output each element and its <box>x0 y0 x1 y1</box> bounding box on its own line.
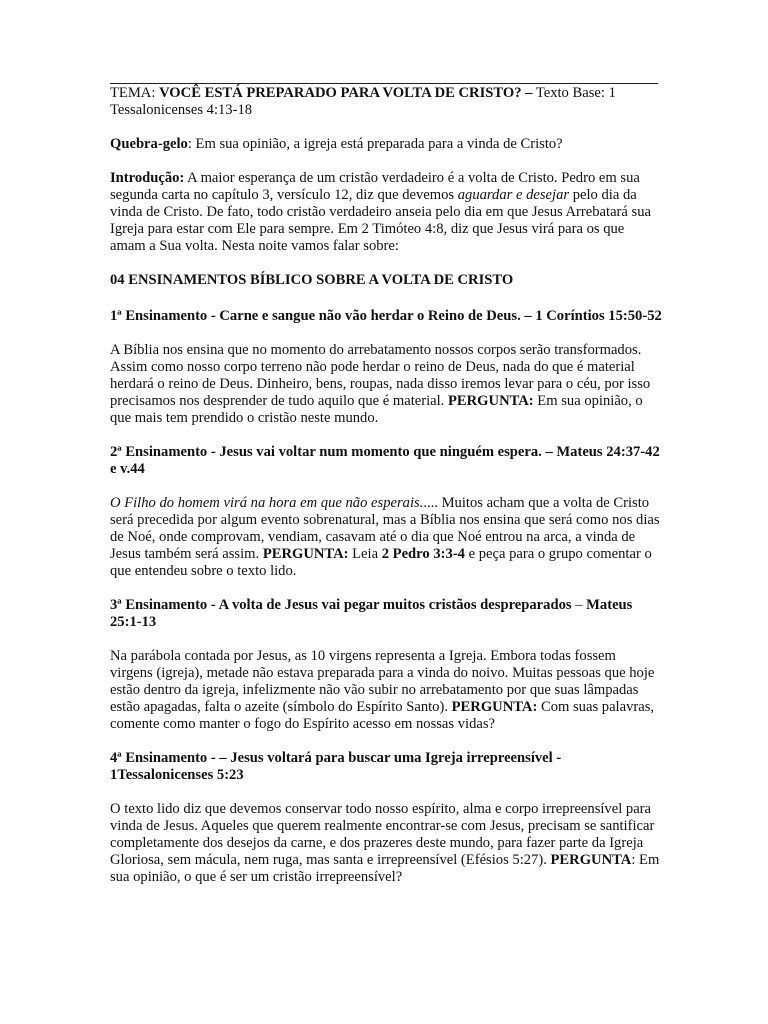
section-heading <box>110 272 662 289</box>
teaching4-paragraph <box>110 801 662 886</box>
header-rule <box>110 83 658 84</box>
intro-paragraph <box>110 170 662 255</box>
teaching3-heading <box>110 597 662 631</box>
teaching3-paragraph <box>110 648 662 733</box>
teaching3-text: Na parábola contada por Jesus, as 10 virgens representa a Igreja. Embora todas fossem virgens (igreja), metade não estava preparada para a vinda do noivo. Muitas pessoas que hoje estão dentro da igreja, infelizmente não vão subir no arrebatamento por que suas lâmpadas estão apagadas, falta o azeite (símbolo do Espírito Santo). <box>110 648 655 715</box>
teaching2-question-a: Leia <box>348 546 382 562</box>
icebreaker-label: Quebra-gelo <box>110 136 188 152</box>
teaching2-heading-text: 2ª Ensinamento - Jesus vai voltar num momento que ninguém espera. – Mateus 24:37-42 e v.44 <box>110 444 660 477</box>
teaching4-text: O texto lido diz que devemos conservar todo nosso espírito, alma e corpo irrepreensível para vinda de Jesus. Aqueles que querem realmente encontrar-se com Jesus, precisam se santificar completamente dos desejos da carne, e dos prazeres deste mundo, para fazer parte da Igreja Gloriosa, sem mácula, nem ruga, mas santa e irrepreensível (Efésios 5:27). <box>110 801 655 868</box>
intro-text-a: A maior esperança de um cristão verdadeiro é a volta de Cristo. Pedro em sua segunda carta no capítulo 3, versículo 12, diz que devemos <box>110 170 640 203</box>
title-base: Texto Base: 1 Tessalonicenses 4:13-18 <box>110 85 616 118</box>
teaching1-question: Em sua opinião, o que mais tem prendido o cristão neste mundo. <box>110 393 643 426</box>
teaching1-text: A Bíblia nos ensina que no momento do arrebatamento nossos corpos serão transformados. Assim como nosso corpo terreno não pode herdar o reino de Deus, nada do que é material herdará o reino de Deus. Dinheiro, bens, roupas, nada disso iremos levar para o céu, por isso precisamos nos desprender de tudo aquilo que é material. <box>110 342 651 409</box>
teaching1-heading <box>110 308 662 325</box>
title-paragraph <box>110 85 662 119</box>
intro-label: Introdução: <box>110 170 185 186</box>
teaching2-question-ref: 2 Pedro 3:3-4 <box>381 546 465 562</box>
document-body <box>110 85 662 903</box>
teaching4-question: : Em sua opinião, o que é ser um cristão irrepreensível? <box>110 852 660 885</box>
teaching1-paragraph <box>110 342 662 427</box>
teaching4-heading <box>110 750 662 784</box>
teaching2-text: .... Muitos acham que a volta de Cristo será precedida por algum evento sobrenatural, mas a Bíblia nos ensina que será como nos dias de Noé, onde comprovam, vendiam, casavam até o dia que Noé entrou na arca, a vinda de Jesus também será assim. <box>110 495 660 562</box>
teaching4-heading-text: 4ª Ensinamento - – Jesus voltará para buscar uma Igreja irrepreensível - 1Tessalonicenses 5:23 <box>110 750 562 783</box>
teaching3-heading-a: 3ª Ensinamento - A volta de Jesus vai pegar muitos cristãos despreparados <box>110 597 572 613</box>
teaching3-heading-b: Mateus 25:1-13 <box>110 597 633 630</box>
teaching1-heading-text: 1ª Ensinamento - Carne e sangue não vão herdar o Reino de Deus. – 1 Coríntios 15:50-52 <box>110 308 662 324</box>
teaching3-heading-dash: – <box>571 597 587 613</box>
teaching1-question-label: PERGUNTA: <box>447 393 534 409</box>
teaching3-question-label: PERGUNTA: <box>451 699 538 715</box>
teaching2-heading <box>110 444 662 478</box>
teaching2-question-b: e peça para o grupo comentar o que entendeu sobre o texto lido. <box>110 546 652 579</box>
teaching4-question-label: PERGUNTA <box>550 852 632 868</box>
intro-text-b: pelo dia da vinda de Cristo. De fato, todo cristão verdadeiro anseia pelo dia em que Jesus Arrebatará sua Igreja para estar com Ele para sempre. Em 2 Timóteo 4:8, diz que Jesus virá para os que amam a Sua volta. Nesta noite vamos falar sobre: <box>110 187 652 254</box>
title-label: TEMA: <box>110 85 160 101</box>
teaching2-italic: O Filho do homem virá na hora em que não esperais. <box>110 495 424 511</box>
icebreaker-text: : Em sua opinião, a igreja está preparada para a vinda de Cristo? <box>187 136 563 152</box>
teaching2-paragraph <box>110 495 662 580</box>
section-heading-text: 04 ENSINAMENTOS BÍBLICO SOBRE A VOLTA DE CRISTO <box>110 272 514 288</box>
teaching2-question-label: PERGUNTA: <box>262 546 349 562</box>
icebreaker-paragraph <box>110 136 662 153</box>
title-theme: VOCÊ ESTÁ PREPARADO PARA VOLTA DE CRISTO? – <box>159 85 533 101</box>
teaching3-question: Com suas palavras, comente como manter o fogo do Espírito acesso em nossas vidas? <box>110 699 655 732</box>
intro-italic: aguardar e desejar <box>457 187 570 203</box>
